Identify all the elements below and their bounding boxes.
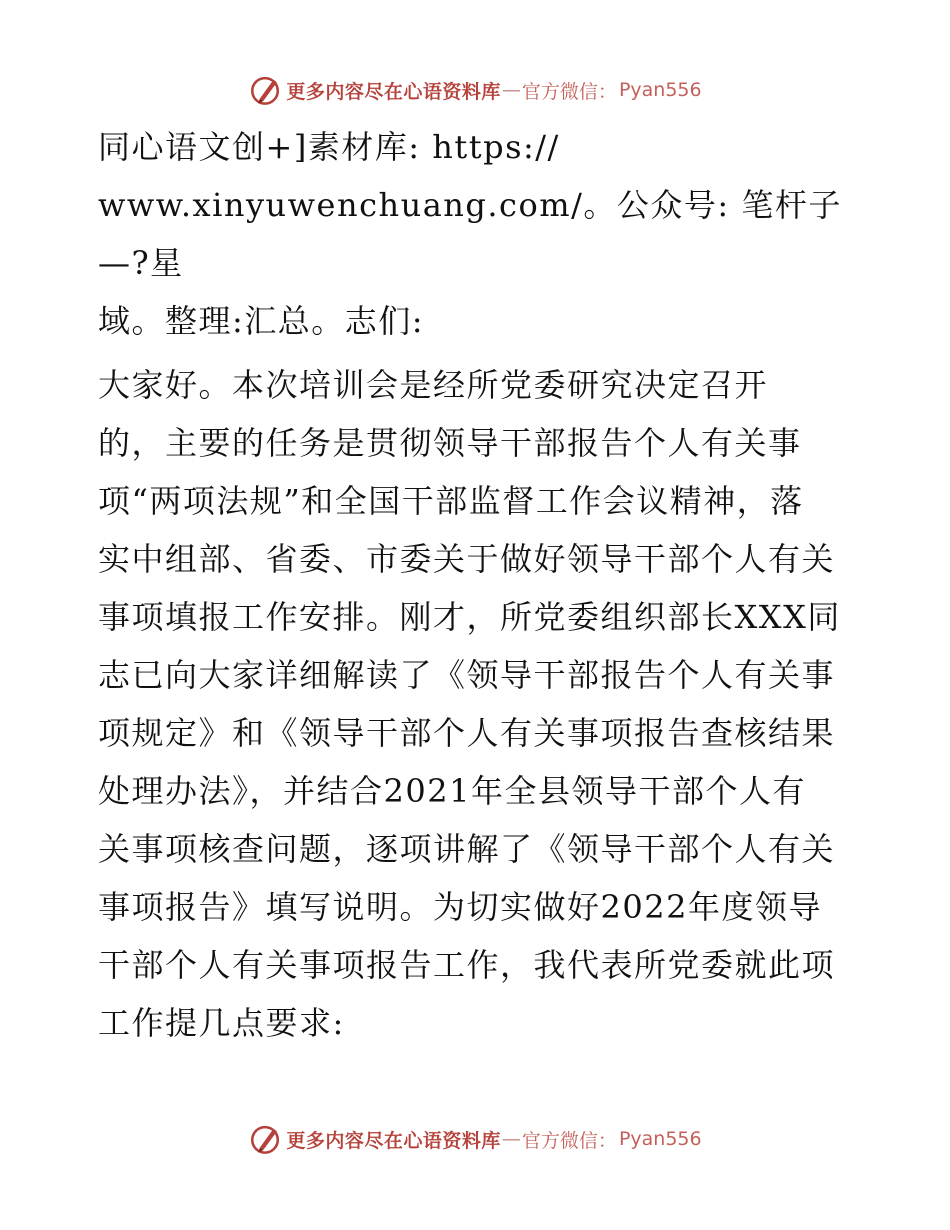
- banner-wechat-id: Pyan556: [618, 79, 702, 101]
- footer-banner: [0, 1119, 950, 1159]
- banner-wechat-label: 官方微信：: [521, 1129, 617, 1152]
- banner-dash: —: [501, 1128, 521, 1150]
- paragraph-main: 大家好。本次培训会是经所党委研究决定召开 的，主要的任务是贯彻领导干部报告个人有关事 项“两项法规”和全国干部监督工作会议精神，落 实中组部、省委、市委关于做好领导干部个人有关 事项填报工作安排。刚才，所党委组织部长XXX同 志已向大家详细解读了《领导干部报告个人有关事 项规定》和《领导干部个人有关事项报告查核结果 处理办法》，并结合2021年全县领导干部个人有 关事项核查问题，逐项讲解了《领导干部个人有关 事项报告》填写说明。为切实做好2022年度领导 干部个人有关事项报告工作，我代表所党委就此项 工作提几点要求:: [98, 366, 841, 1042]
- banner-wechat-label: 官方微信：: [521, 80, 617, 103]
- document-body: [98, 118, 853, 1058]
- pen-logo-icon: [248, 1122, 282, 1156]
- paragraph-intro: 同心语文创+]素材库: https:// www.xinyuwenchuang.com/。公众号: 笔杆子—?星 域。整理:汇总。志们:: [98, 128, 842, 340]
- banner-main-text: 更多内容尽在心语资料库: [286, 1129, 501, 1152]
- banner-main-text: 更多内容尽在心语资料库: [286, 80, 501, 103]
- banner-wechat-id: Pyan556: [618, 1128, 702, 1150]
- pen-logo-icon: [248, 73, 282, 107]
- header-banner: [0, 70, 950, 110]
- banner-dash: —: [501, 79, 521, 101]
